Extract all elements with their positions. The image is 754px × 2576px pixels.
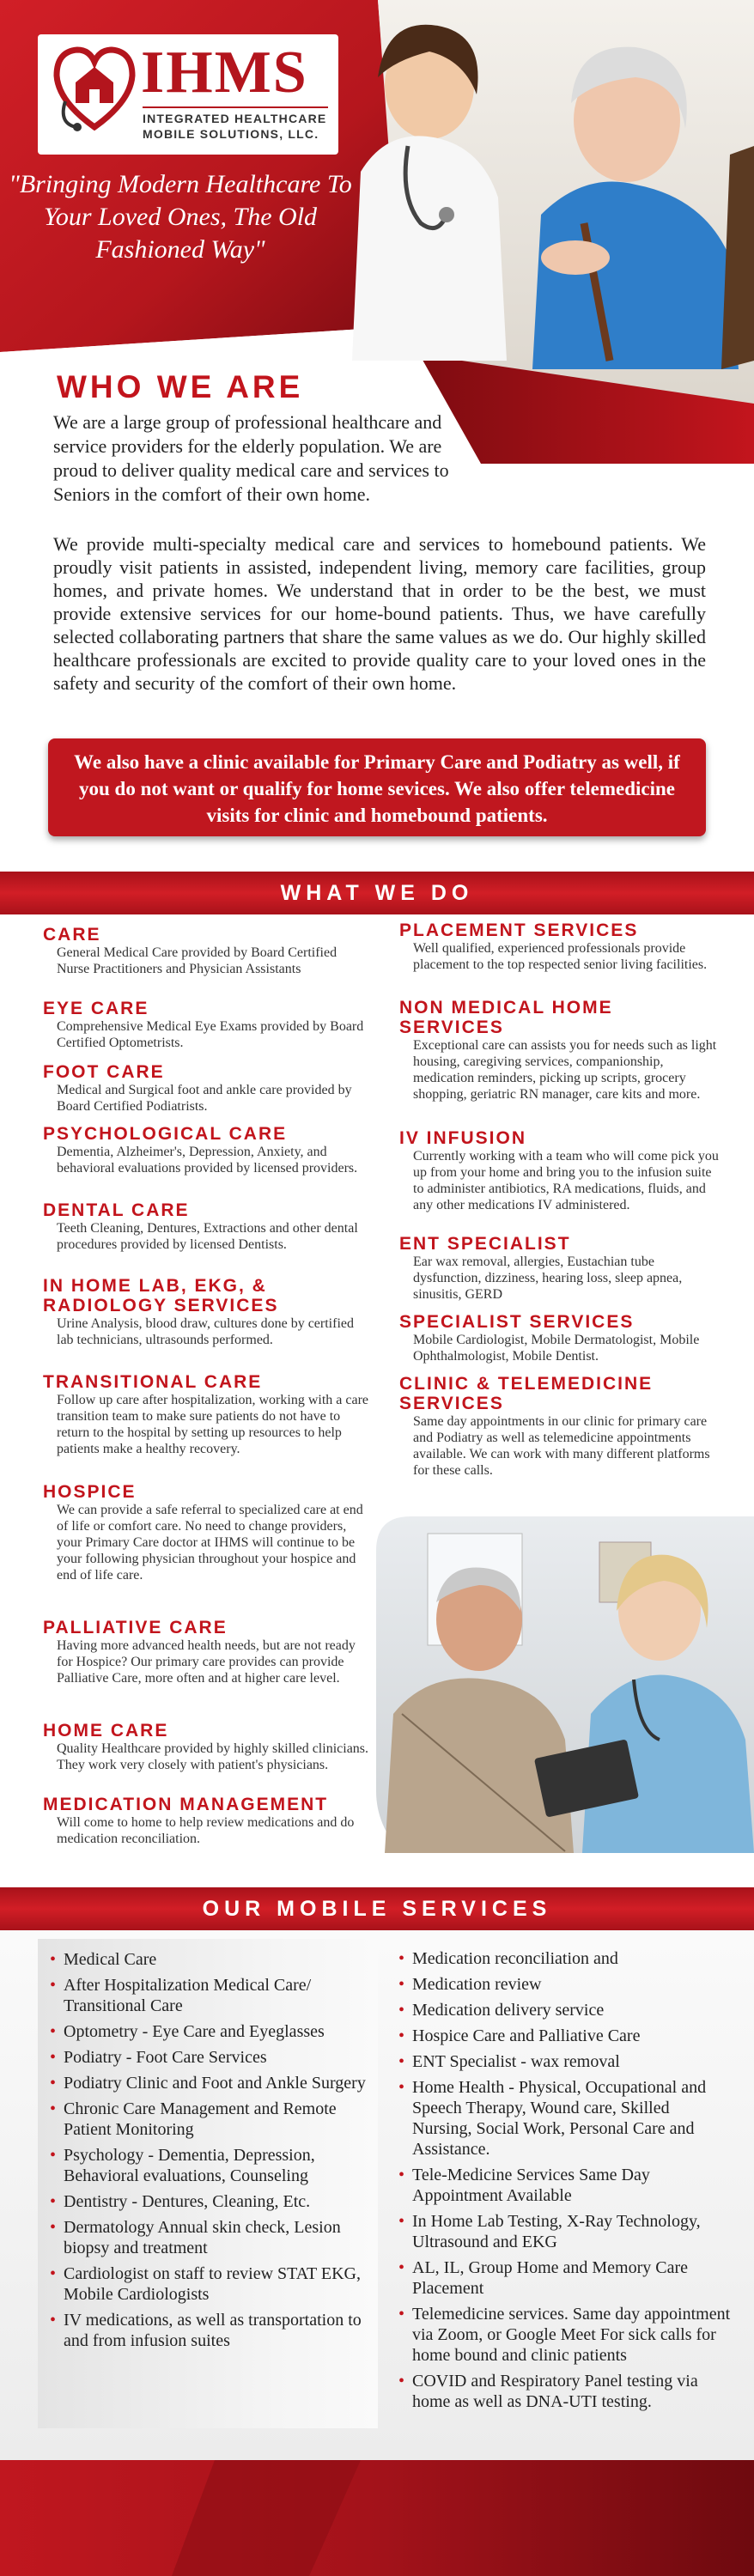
service-description: Comprehensive Medical Eye Exams provided by Board Certified Optometrists. bbox=[57, 1019, 364, 1050]
list-item-text: Home Health - Physical, Occupational and Speech Therapy, Wound care, Skilled Nursing, Social Work, Personal Care and Assistance. bbox=[412, 2078, 707, 2159]
service-description: Urine Analysis, blood draw, cultures done by certified lab technicians, ultrasounds performed. bbox=[57, 1316, 354, 1347]
what-we-do-banner bbox=[0, 872, 754, 914]
list-item-text: After Hospitalization Medical Care/ Transitional Care bbox=[64, 1976, 312, 2015]
service-in-home-lab bbox=[43, 1276, 369, 1348]
list-item-text: AL, IL, Group Home and Memory Care Placement bbox=[412, 2258, 689, 2298]
bullet-icon: • bbox=[50, 2146, 57, 2165]
bullet-icon: • bbox=[398, 2078, 405, 2097]
bullet-icon: • bbox=[398, 2026, 405, 2045]
bullet-icon: • bbox=[50, 2022, 57, 2041]
service-medication-management bbox=[43, 1795, 369, 1847]
list-item-text: In Home Lab Testing, X-Ray Technology, Ultrasound and EKG bbox=[412, 2212, 701, 2251]
list-item bbox=[48, 2021, 374, 2042]
who-we-are-heading: WHO WE ARE bbox=[57, 369, 304, 404]
bullet-icon: • bbox=[398, 2166, 405, 2184]
list-item-text: Medical Care bbox=[64, 1950, 157, 1969]
service-palliative-care bbox=[43, 1618, 369, 1686]
heart-stethoscope-logo-icon bbox=[50, 41, 139, 136]
mobile-services-banner bbox=[0, 1887, 754, 1930]
list-item bbox=[397, 2371, 732, 2412]
bullet-icon: • bbox=[50, 2192, 57, 2211]
mobile-services-right-list bbox=[397, 1948, 732, 2417]
service-title: TRANSITIONAL CARE bbox=[43, 1372, 263, 1392]
list-item-text: Psychology - Dementia, Depression, Behavioral evaluations, Counseling bbox=[64, 2146, 315, 2185]
service-title: ENT SPECIALIST bbox=[399, 1234, 571, 1254]
clinic-notice-box bbox=[48, 738, 706, 836]
bullet-icon: • bbox=[398, 2372, 405, 2391]
list-item bbox=[397, 2211, 732, 2252]
bullet-icon: • bbox=[50, 2048, 57, 2067]
list-item bbox=[48, 2145, 374, 2186]
bullet-icon: • bbox=[50, 2264, 57, 2283]
nurse-with-elderly-man-photo bbox=[376, 1516, 754, 1853]
service-title: IN HOME LAB, EKG, & RADIOLOGY SERVICES bbox=[43, 1276, 279, 1315]
list-item-text: Optometry - Eye Care and Eyeglasses bbox=[64, 2022, 325, 2041]
logo-divider bbox=[143, 106, 328, 108]
mobile-services-left-list bbox=[48, 1949, 374, 2356]
service-description: Teeth Cleaning, Dentures, Extractions and other dental procedures provided by licensed Dentists. bbox=[57, 1221, 358, 1252]
service-title: FOOT CARE bbox=[43, 1062, 165, 1082]
service-title: EYE CARE bbox=[43, 999, 149, 1018]
service-home-care bbox=[43, 1721, 369, 1773]
list-item-text: Telemedicine services. Same day appointment via Zoom, or Google Meet For sick calls for home bound and clinic patients bbox=[412, 2305, 731, 2365]
what-we-do-heading: WHAT WE DO bbox=[280, 881, 474, 905]
service-description: Ear wax removal, allergies, Eustachian tube dysfunction, dizziness, hearing loss, sleep apnea, sinusitis, GERD bbox=[413, 1255, 683, 1302]
service-title: DENTAL CARE bbox=[43, 1200, 190, 1220]
service-title: IV INFUSION bbox=[399, 1128, 527, 1148]
list-item-text: ENT Specialist - wax removal bbox=[412, 2052, 620, 2071]
list-item-text: Hospice Care and Palliative Care bbox=[412, 2026, 641, 2045]
service-description: General Medical Care provided by Board Certified Nurse Practitioners and Physician Assistants bbox=[57, 945, 337, 976]
list-item bbox=[48, 2217, 374, 2258]
service-specialist-services bbox=[399, 1312, 724, 1364]
service-iv-infusion bbox=[399, 1128, 724, 1213]
list-item bbox=[397, 2077, 732, 2160]
list-item bbox=[397, 2026, 732, 2046]
list-item bbox=[48, 1975, 374, 2016]
service-title: PALLIATIVE CARE bbox=[43, 1618, 228, 1637]
list-item-text: Podiatry - Foot Care Services bbox=[64, 2048, 267, 2067]
who-we-are-intro: We are a large group of professional healthcare and service providers for the elderly population. We are proud to deliver quality medical care and services to Seniors in the comfort of their own home. bbox=[53, 411, 449, 505]
bullet-icon: • bbox=[398, 2001, 405, 2020]
service-title: HOSPICE bbox=[43, 1482, 137, 1502]
service-non-medical-home bbox=[399, 998, 724, 1103]
service-title: HOME CARE bbox=[43, 1721, 169, 1741]
service-hospice bbox=[43, 1482, 369, 1583]
list-item bbox=[48, 2310, 374, 2351]
bullet-icon: • bbox=[50, 2311, 57, 2330]
service-foot-care bbox=[43, 1062, 369, 1115]
service-description: Quality Healthcare provided by highly skilled clinicians. They work very closely with patient's physicians. bbox=[57, 1741, 369, 1772]
list-item bbox=[397, 1974, 732, 1995]
list-item bbox=[397, 2051, 732, 2072]
bullet-icon: • bbox=[398, 1975, 405, 1994]
list-item-text: COVID and Respiratory Panel testing via home as well as DNA-UTI testing. bbox=[412, 2372, 698, 2411]
service-description: We can provide a safe referral to specialized care at end of life or comfort care. No need to change providers, your Primary Care doctor at IHMS will continue to be your following physician throughout your hospice and end of life care. bbox=[57, 1503, 363, 1583]
bullet-icon: • bbox=[398, 2212, 405, 2231]
service-description: Exceptional care can assists you for needs such as light housing, caregiving services, companionship, medication reminders, picking up scripts, grocery shopping, geriatric RN manager, care kits and more. bbox=[413, 1038, 717, 1102]
list-item bbox=[48, 2099, 374, 2140]
who-we-are-body: We provide multi-specialty medical care and services to homebound patients. We proudly visit patients in assisted, independent living, memory care facilities, group homes, and private homes. We understand that in order to be the best, we must provide extensive services for our home-bound patients. Thus, we have carefully selected collaborating partners that share the same values as we do. Our highly skilled healthcare professionals are excited to provide quality care to your loved ones in the safety and security of the comfort of their own home. bbox=[53, 533, 706, 694]
service-psychological-care bbox=[43, 1124, 369, 1176]
list-item-text: Medication reconciliation and bbox=[412, 1949, 618, 1968]
service-care bbox=[43, 925, 369, 977]
bullet-icon: • bbox=[398, 2258, 405, 2277]
tagline: "Bringing Modern Healthcare To Your Loved Ones, The Old Fashioned Way" bbox=[9, 170, 352, 264]
service-description: Will come to home to help review medications and do medication reconciliation. bbox=[57, 1815, 355, 1846]
list-item bbox=[48, 2263, 374, 2305]
service-description: Medical and Surgical foot and ankle care provided by Board Certified Podiatrists. bbox=[57, 1083, 352, 1114]
service-ent-specialist bbox=[399, 1234, 724, 1303]
service-description: Follow up care after hospitalization, working with a care transition team to make sure patients do not have to return to the hospital by setting up resources to help patients make a healthy recovery. bbox=[57, 1393, 368, 1456]
logo-subtitle-line-1: INTEGRATED HEALTHCARE bbox=[143, 112, 327, 125]
list-item bbox=[397, 2257, 732, 2299]
bullet-icon: • bbox=[50, 1976, 57, 1995]
service-title: MEDICATION MANAGEMENT bbox=[43, 1795, 329, 1814]
list-item-text: Medication review bbox=[412, 1975, 542, 1994]
bullet-icon: • bbox=[398, 2052, 405, 2071]
list-item bbox=[397, 2165, 732, 2206]
list-item bbox=[48, 1949, 374, 1970]
list-item-text: Tele-Medicine Services Same Day Appointment Available bbox=[412, 2166, 650, 2205]
service-transitional-care bbox=[43, 1372, 369, 1457]
logo-wordmark: IHMS bbox=[141, 39, 308, 106]
service-title: PSYCHOLOGICAL CARE bbox=[43, 1124, 288, 1144]
list-item-text: Podiatry Clinic and Foot and Ankle Surgery bbox=[64, 2074, 366, 2093]
bullet-icon: • bbox=[50, 1950, 57, 1969]
service-title: NON MEDICAL HOME SERVICES bbox=[399, 998, 613, 1037]
bullet-icon: • bbox=[50, 2099, 57, 2118]
bullet-icon: • bbox=[50, 2074, 57, 2093]
service-title: PLACEMENT SERVICES bbox=[399, 920, 639, 940]
service-description: Currently working with a team who will come pick you up from your home and bring you to the infusion suite to administer antibiotics, RA medications, fluids, and any other medications IV administered. bbox=[413, 1149, 719, 1212]
service-description: Having more advanced health needs, but are not ready for Hospice? Our primary care provides can provide Palliative Care, more often and at higher care level. bbox=[57, 1638, 356, 1686]
service-title: SPECIALIST SERVICES bbox=[399, 1312, 635, 1332]
clinic-notice-text: We also have a clinic available for Primary Care and Podiatry as well, if you do not want or qualify for home sevices. We also offer telemedicine visits for clinic and homebound patients. bbox=[74, 751, 680, 826]
service-description: Same day appointments in our clinic for primary care and Podiatry as well as telemedicine appointments available. We can work with many different platforms for these calls. bbox=[413, 1414, 710, 1478]
list-item bbox=[48, 2047, 374, 2068]
service-description: Dementia, Alzheimer's, Depression, Anxiety, and behavioral evaluations provided by licensed providers. bbox=[57, 1145, 358, 1176]
bullet-icon: • bbox=[398, 1949, 405, 1968]
bullet-icon: • bbox=[398, 2305, 405, 2324]
list-item-text: Medication delivery service bbox=[412, 2001, 605, 2020]
logo-subtitle-line-2: MOBILE SOLUTIONS, LLC. bbox=[143, 127, 319, 141]
nurse-and-elderly-woman-photo bbox=[326, 0, 754, 404]
list-item bbox=[397, 2304, 732, 2366]
service-description: Well qualified, experienced professionals provide placement to the top respected senior living facilities. bbox=[413, 941, 708, 972]
service-title: CARE bbox=[43, 925, 101, 945]
list-item bbox=[397, 2000, 732, 2020]
list-item-text: Dentistry - Dentures, Cleaning, Etc. bbox=[64, 2192, 311, 2211]
list-item-text: Dermatology Annual skin check, Lesion biopsy and treatment bbox=[64, 2218, 341, 2257]
list-item-text: IV medications, as well as transportation to and from infusion suites bbox=[64, 2311, 362, 2350]
list-item bbox=[48, 2073, 374, 2093]
service-description: Mobile Cardiologist, Mobile Dermatologist, Mobile Ophthalmologist, Mobile Dentist. bbox=[413, 1333, 700, 1364]
service-clinic-telemedicine bbox=[399, 1374, 724, 1479]
service-dental-care bbox=[43, 1200, 369, 1253]
footer-red-band bbox=[0, 2460, 754, 2576]
mobile-services-heading: OUR MOBILE SERVICES bbox=[202, 1897, 552, 1921]
ihms-logo[interactable] bbox=[38, 34, 338, 155]
list-item bbox=[397, 1948, 732, 1969]
service-title: CLINIC & TELEMEDICINE SERVICES bbox=[399, 1374, 654, 1413]
bullet-icon: • bbox=[50, 2218, 57, 2237]
list-item-text: Chronic Care Management and Remote Patient Monitoring bbox=[64, 2099, 337, 2139]
service-eye-care bbox=[43, 999, 369, 1051]
service-placement-services bbox=[399, 920, 724, 973]
list-item-text: Cardiologist on staff to review STAT EKG, Mobile Cardiologists bbox=[64, 2264, 361, 2304]
list-item bbox=[48, 2191, 374, 2212]
